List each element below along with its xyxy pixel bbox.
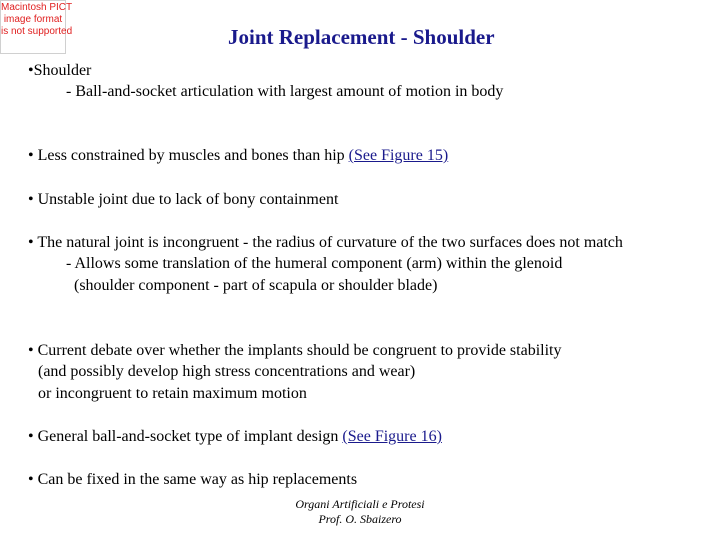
bullet-current-debate-line-3: or incongruent to retain maximum motion bbox=[38, 385, 307, 402]
bullet-fixed-same-way: • Can be fixed in the same way as hip replacements bbox=[28, 471, 358, 488]
bullet-less-constrained-text: • Less constrained by muscles and bones than hip bbox=[28, 147, 349, 164]
bullet-incongruent-line-2: - Allows some translation of the humeral component (arm) within the glenoid bbox=[66, 255, 563, 272]
bullet-current-debate-line-2: (and possibly develop high stress concentrations and wear) bbox=[38, 363, 416, 380]
bullet-unstable-joint: • Unstable joint due to lack of bony containment bbox=[28, 191, 339, 208]
see-figure-15-link[interactable]: (See Figure 15) bbox=[348, 147, 449, 164]
footer-professor: Prof. O. Sbaizero bbox=[318, 512, 402, 526]
bullet-incongruent-line-1: • The natural joint is incongruent - the radius of curvature of the two surfaces does not match bbox=[28, 234, 623, 251]
placeholder-line-3: is not supported bbox=[1, 26, 73, 37]
see-figure-16-link[interactable]: (See Figure 16) bbox=[342, 428, 442, 445]
shoulder-subpoint: - Ball-and-socket articulation with largest amount of motion in body bbox=[66, 83, 504, 100]
placeholder-line-1: Macintosh PICT bbox=[1, 2, 73, 13]
shoulder-heading: •Shoulder bbox=[28, 62, 92, 79]
bullet-implant-design bbox=[28, 427, 442, 447]
placeholder-line-2: image format bbox=[3, 14, 63, 25]
unsupported-image-placeholder bbox=[0, 0, 73, 54]
bullet-less-constrained bbox=[28, 146, 448, 166]
bullet-incongruent-line-3: (shoulder component - part of scapula or shoulder blade) bbox=[74, 277, 438, 294]
slide-title: Joint Replacement - Shoulder bbox=[228, 25, 495, 49]
footer-course: Organi Artificiali e Protesi bbox=[295, 497, 425, 511]
bullet-current-debate-line-1: • Current debate over whether the implants should be congruent to provide stability bbox=[28, 342, 562, 359]
bullet-implant-design-text: • General ball-and-socket type of implant design bbox=[28, 428, 343, 445]
